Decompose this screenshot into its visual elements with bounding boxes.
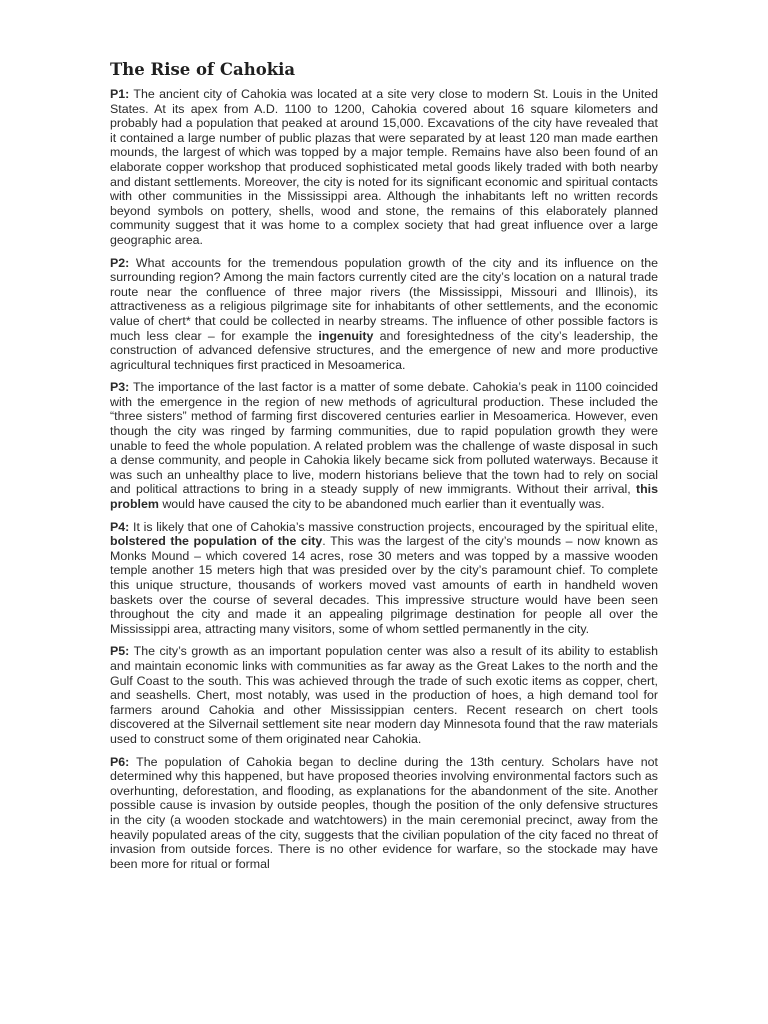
paragraph-text: It is likely that one of Cahokia’s massive construction projects, encouraged by the spiritual elite,	[129, 519, 658, 534]
paragraph-text: would have caused the city to be abandoned much earlier than it eventually was.	[158, 497, 605, 512]
paragraph-label: P1:	[110, 87, 130, 101]
paragraph-text: The city’s growth as an important population center was also a result of its ability to establish and maintain economic links with communities as far away as the Great Lakes to the north and the Gulf Coast to the south. This was achieved through the trade of such exotic items as copper, chert, and seashells. Chert, most notably, was used in the production of hoes, a high demand tool for farmers around Cahokia and other Mississippian centers. Recent research on chert tools discovered at the Silvernail settlement site near modern day Minnesota found that the raw materials used to construct some of them originated near Cahokia.	[110, 644, 658, 746]
paragraph-p2	[110, 256, 658, 373]
highlighted-phrase-bolstered: bolstered the population of the city	[110, 534, 323, 549]
paragraph-text: The ancient city of Cahokia was located at a site very close to modern St. Louis in the United States. At its apex from A.D. 1100 to 1200, Cahokia covered about 16 square kilometers and probably had a population that peaked at around 15,000. Excavations of the city have revealed that it contained a large number of public plazas that were separated by at least 120 man made earthen mounds, the largest of which was topped by a major temple. Remains have also been found of an elaborate copper workshop that produced sophisticated metal goods likely traded with both nearby and distant settlements. Moreover, the city is noted for its significant economic and spiritual contacts with other communities in the Mississippi area. Although the inhabitants left no written records beyond symbols on pottery, shells, wood and stone, the remains of this elaborately planned community suggest that it was home to a complex society that had great influence over a large geographic area.	[110, 87, 658, 247]
paragraph-label: P2:	[110, 255, 130, 270]
paragraph-label: P6:	[110, 754, 130, 769]
paragraph-text: The importance of the last factor is a matter of some debate. Cahokia’s peak in 1100 coincided with the emergence in the region of new methods of agricultural production. These included the “three sisters” method of farming first discovered centuries earlier in Mesoamerica. However, even though the city was ringed by farming communities, due to rapid population growth they were unable to feed the whole population. A related problem was the challenge of waste disposal in such a dense community, and people in Cahokia likely became sick from polluted waterways. Because it was such an unhealthy place to live, modern historians believe that the town had to rely on social and political attractions to bring in a steady supply of new immigrants. Without their arrival,	[110, 380, 658, 497]
paragraph-p1	[110, 87, 658, 248]
paragraph-text: . This was the largest of the city’s mounds – now known as Monks Mound – which covered 14 acres, rose 30 meters and was topped by a massive wooden temple another 15 meters high that was presided over by the city’s paramount chief. To complete this unique structure, thousands of workers moved vast amounts of earth in handheld woven baskets over the course of several decades. This impressive structure would have been seen throughout the city and made it an appealing pilgrimage destination for people all over the Mississippi area, attracting many visitors, some of whom settled permanently in the city.	[110, 534, 658, 636]
paragraph-p3	[110, 380, 658, 511]
paragraph-text: and foresightedness of the city’s leadership, the construction of advanced defensive structures, and the emergence of new and more productive agricultural techniques first practiced in Mesoamerica.	[110, 328, 658, 372]
paragraph-label: P4:	[110, 519, 130, 534]
highlighted-term-ingenuity: ingenuity	[318, 328, 374, 343]
paragraph-p5	[110, 644, 658, 746]
document-page	[110, 60, 658, 879]
paragraph-text: What accounts for the tremendous population growth of the city and its influence on the surrounding region? Among the main factors currently cited are the city’s location on a natural trade route near the confluence of three major rivers (the Mississippi, Missouri and Illinois), its attractiveness as a religious pilgrimage site for inhabitants of other settlements, and the economic value of chert* that could be collected in nearby streams. The influence of other possible factors is much less clear – for example the	[110, 255, 658, 343]
paragraph-p4	[110, 520, 658, 637]
paragraph-text: The population of Cahokia began to decline during the 13th century. Scholars have not determined why this happened, but have proposed theories involving environmental factors such as overhunting, deforestation, and flooding, as explanations for the abandonment of the site. Another possible cause is invasion by outside peoples, though the position of the only defensive structures in the city (a wooden stockade and watchtowers) in the main ceremonial precinct, away from the heavily populated areas of the city, suggests that the civilian population of the city faced no threat of invasion from outside forces. There is no other evidence for warfare, so the stockade may have been more for ritual or formal	[110, 754, 658, 871]
highlighted-term-this-problem: this problem	[110, 482, 658, 512]
paragraph-p6	[110, 755, 658, 872]
paragraph-label: P3:	[110, 380, 130, 395]
paragraph-label: P5:	[110, 644, 130, 659]
document-title: The Rise of Cahokia	[110, 60, 296, 79]
